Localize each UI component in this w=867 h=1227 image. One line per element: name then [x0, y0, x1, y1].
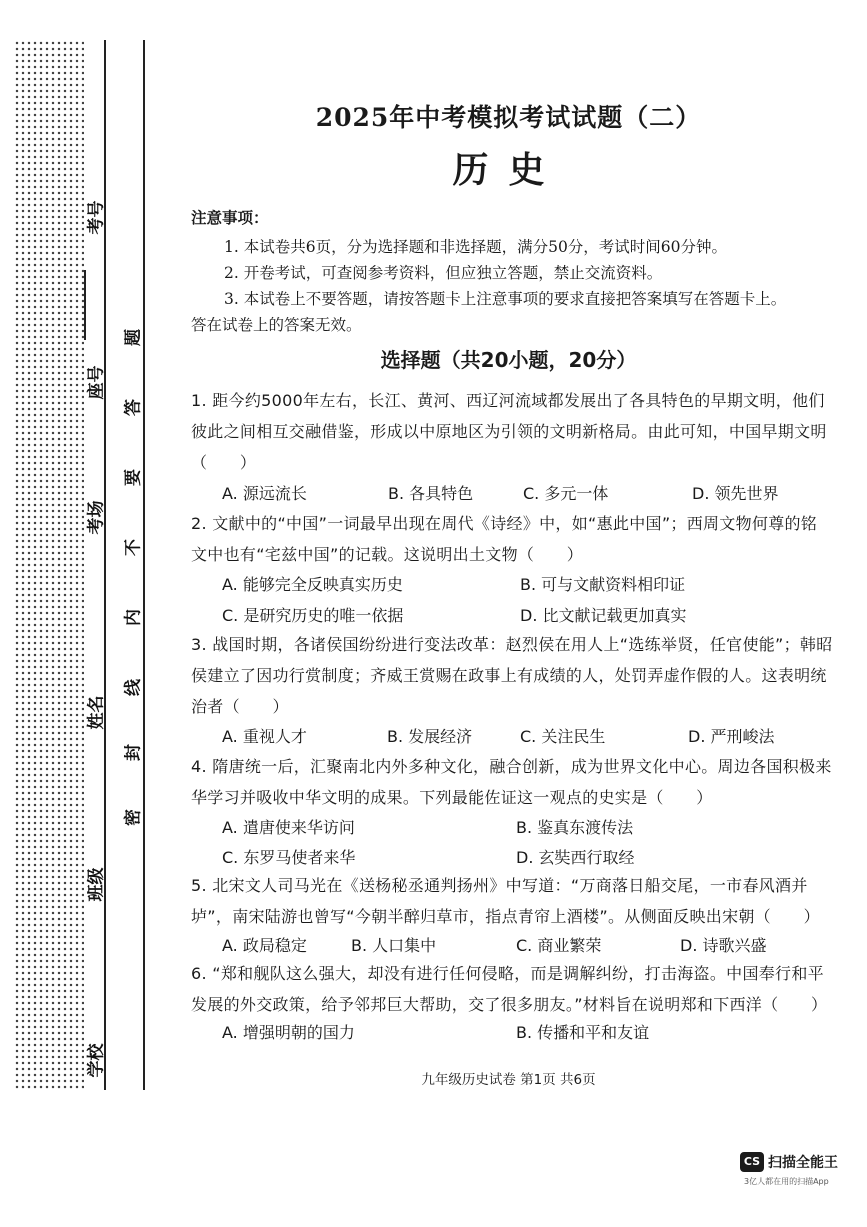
label-name: 姓名: [86, 695, 107, 730]
question-stem: 3. 战国时期，各诸侯国纷纷进行变法改革：赵烈侯在用人上“选练举贤，任官使能”；韩昭侯建立了因功行赏制度；齐威王赏赐在政事上有成绩的人，处罚弄虚作假的人。这表明统治者（ ）: [191, 635, 833, 716]
option-c: C. 多元一体: [523, 484, 609, 503]
seal-char: 要: [123, 469, 144, 486]
option-c: C. 商业繁荣: [516, 936, 602, 955]
option-a: A. 重视人才: [222, 727, 307, 746]
brand-name: 扫描全能王: [768, 1155, 838, 1171]
note-item: 2. 开卷考试，可查阅参考资料，但应独立答题，禁止交流资料。: [224, 264, 663, 282]
exam-subject: 历史: [452, 149, 565, 191]
option-a: A. 遣唐使来华访问: [222, 818, 355, 837]
seal-char: 封: [123, 744, 144, 761]
section-title: 选择题（共20小题，20分）: [380, 348, 637, 372]
option-b: B. 鉴真东渡传法: [516, 818, 634, 837]
note-item: 3. 本试卷上不要答题，请按答题卡上注意事项的要求直接把答案填写在答题卡上。: [224, 290, 787, 308]
option-b: B. 各具特色: [388, 484, 474, 503]
option-a: A. 能够完全反映真实历史: [222, 575, 403, 594]
label-class: 班级: [86, 867, 107, 902]
option-d: D. 严刑峻法: [688, 727, 775, 746]
page-footer: 九年级历史试卷 第1页 共6页: [421, 1072, 596, 1088]
label-exam-number: 考号: [86, 200, 107, 235]
label-seat-number: 座号: [86, 365, 107, 400]
option-b: B. 可与文献资料相印证: [520, 575, 686, 594]
option-c: C. 关注民生: [520, 727, 606, 746]
option-a: A. 政局稳定: [222, 936, 307, 955]
seal-char: 内: [123, 609, 144, 626]
seal-char: 不: [123, 539, 144, 556]
seal-char: 答: [123, 399, 144, 416]
dot-pattern-margin: [14, 40, 84, 1090]
question-stem: 1. 距今约5000年左右，长江、黄河、西辽河流域都发展出了各具特色的早期文明，他们彼此之间相互交融借鉴，形成以中原地区为引领的文明新格局。由此可知，中国早期文明（ ）: [191, 391, 827, 472]
camscanner-logo-icon: CS: [740, 1152, 764, 1172]
seal-char: 线: [123, 679, 144, 696]
field-line: [84, 270, 86, 340]
option-a: A. 源远流长: [222, 484, 307, 503]
option-b: B. 传播和平和友谊: [516, 1023, 650, 1042]
seal-char: 密: [123, 809, 144, 826]
option-d: D. 玄奘西行取经: [516, 848, 635, 867]
note-item: 1. 本试卷共6页，分为选择题和非选择题，满分50分，考试时间60分钟。: [224, 238, 728, 256]
question-stem: 5. 北宋文人司马光在《送杨秘丞通判扬州》中写道：“万商落日船交尾，一市春风酒并垆”，南宋陆游也曾写“今朝半醉归草市，指点青帘上酒楼”。从侧面反映出宋朝（ ）: [191, 876, 820, 926]
option-b: B. 人口集中: [351, 936, 437, 955]
seal-char: 题: [123, 329, 144, 346]
seal-line: [143, 40, 145, 1090]
note-item-continuation: 答在试卷上的答案无效。: [191, 316, 362, 334]
question-stem: 4. 隋唐统一后，汇聚南北内外多种文化，融合创新，成为世界文化中心。周边各国积极来华学习并吸收中华文明的成果。下列最能佐证这一观点的史实是（ ）: [191, 757, 832, 807]
question-stem: 6. “郑和舰队这么强大，却没有进行任何侵略，而是调解纠纷，打击海盗。中国奉行和平发展的外交政策，给予邻邦巨大帮助，交了很多朋友。”材料旨在说明郑和下西洋（ ）: [191, 964, 828, 1014]
option-c: C. 是研究历史的唯一依据: [222, 606, 404, 625]
notes-heading: 注意事项：: [191, 208, 269, 227]
option-b: B. 发展经济: [387, 727, 473, 746]
brand-tagline: 3亿人都在用的扫描App: [744, 1177, 829, 1186]
option-d: D. 比文献记载更加真实: [520, 606, 687, 625]
exam-title: 2025年中考模拟考试试题（二）: [315, 103, 702, 132]
label-exam-room: 考场: [86, 500, 107, 535]
option-d: D. 诗歌兴盛: [680, 936, 767, 955]
question-stem: 2. 文献中的“中国”一词最早出现在周代《诗经》中，如“惠此中国”；西周文物何尊的铭文中也有“宅兹中国”的记载。这说明出土文物（ ）: [191, 514, 818, 564]
label-school: 学校: [86, 1043, 107, 1078]
option-d: D. 领先世界: [692, 484, 779, 503]
option-a: A. 增强明朝的国力: [222, 1023, 355, 1042]
option-c: C. 东罗马使者来华: [222, 848, 356, 867]
